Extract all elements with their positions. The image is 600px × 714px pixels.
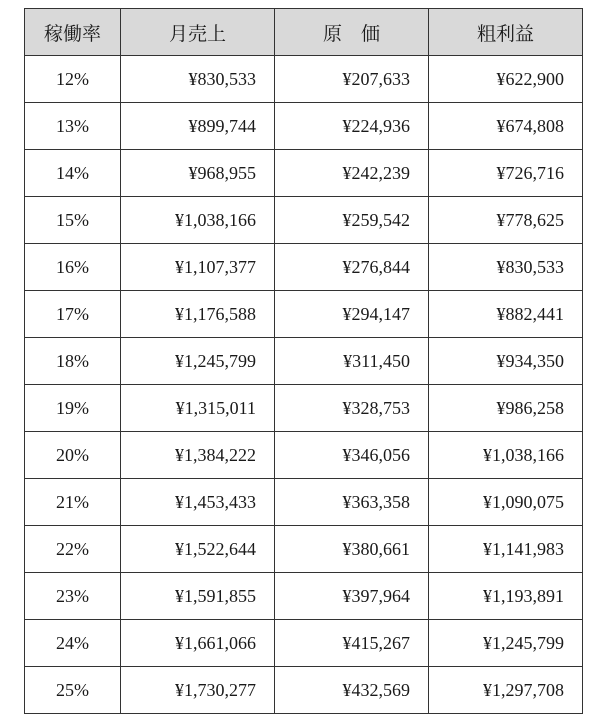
cell-utilization-rate: 20% [25, 432, 121, 479]
header-monthly-sales: 月売上 [121, 9, 275, 56]
cell-utilization-rate: 13% [25, 103, 121, 150]
cell-cost: ¥207,633 [275, 56, 429, 103]
table-row [25, 385, 583, 432]
table-body [25, 56, 583, 714]
cell-cost: ¥294,147 [275, 291, 429, 338]
cell-monthly-sales: ¥830,533 [121, 56, 275, 103]
cell-utilization-rate: 14% [25, 150, 121, 197]
cell-cost: ¥224,936 [275, 103, 429, 150]
table-row [25, 573, 583, 620]
cell-gross-profit: ¥1,141,983 [429, 526, 583, 573]
cell-gross-profit: ¥622,900 [429, 56, 583, 103]
cell-gross-profit: ¥778,625 [429, 197, 583, 244]
table-row [25, 291, 583, 338]
cell-monthly-sales: ¥1,453,433 [121, 479, 275, 526]
cell-cost: ¥380,661 [275, 526, 429, 573]
cell-utilization-rate: 25% [25, 667, 121, 714]
cell-monthly-sales: ¥968,955 [121, 150, 275, 197]
cell-gross-profit: ¥1,245,799 [429, 620, 583, 667]
cell-monthly-sales: ¥1,176,588 [121, 291, 275, 338]
cell-cost: ¥397,964 [275, 573, 429, 620]
cell-utilization-rate: 12% [25, 56, 121, 103]
cell-utilization-rate: 24% [25, 620, 121, 667]
cell-monthly-sales: ¥1,522,644 [121, 526, 275, 573]
cell-gross-profit: ¥830,533 [429, 244, 583, 291]
cell-monthly-sales: ¥1,384,222 [121, 432, 275, 479]
cell-utilization-rate: 23% [25, 573, 121, 620]
cell-monthly-sales: ¥1,591,855 [121, 573, 275, 620]
cell-cost: ¥363,358 [275, 479, 429, 526]
table-row [25, 56, 583, 103]
header-cost: 原 価 [275, 9, 429, 56]
cell-monthly-sales: ¥1,107,377 [121, 244, 275, 291]
table-row [25, 479, 583, 526]
profit-table [24, 8, 583, 714]
cell-cost: ¥346,056 [275, 432, 429, 479]
cell-utilization-rate: 15% [25, 197, 121, 244]
cell-monthly-sales: ¥1,315,011 [121, 385, 275, 432]
cell-cost: ¥276,844 [275, 244, 429, 291]
cell-utilization-rate: 22% [25, 526, 121, 573]
cell-utilization-rate: 18% [25, 338, 121, 385]
table-row [25, 197, 583, 244]
cell-monthly-sales: ¥1,245,799 [121, 338, 275, 385]
cell-monthly-sales: ¥1,661,066 [121, 620, 275, 667]
cell-utilization-rate: 16% [25, 244, 121, 291]
cell-cost: ¥328,753 [275, 385, 429, 432]
cell-gross-profit: ¥674,808 [429, 103, 583, 150]
cell-gross-profit: ¥986,258 [429, 385, 583, 432]
cell-gross-profit: ¥1,297,708 [429, 667, 583, 714]
cell-gross-profit: ¥726,716 [429, 150, 583, 197]
cell-gross-profit: ¥1,038,166 [429, 432, 583, 479]
table-row [25, 103, 583, 150]
cell-monthly-sales: ¥1,038,166 [121, 197, 275, 244]
cell-cost: ¥311,450 [275, 338, 429, 385]
cell-cost: ¥432,569 [275, 667, 429, 714]
table-row [25, 620, 583, 667]
cell-utilization-rate: 21% [25, 479, 121, 526]
cell-monthly-sales: ¥899,744 [121, 103, 275, 150]
cell-gross-profit: ¥1,193,891 [429, 573, 583, 620]
cell-monthly-sales: ¥1,730,277 [121, 667, 275, 714]
table-header [25, 9, 583, 56]
cell-cost: ¥259,542 [275, 197, 429, 244]
header-gross-profit: 粗利益 [429, 9, 583, 56]
cell-gross-profit: ¥882,441 [429, 291, 583, 338]
cell-utilization-rate: 19% [25, 385, 121, 432]
header-utilization-rate: 稼働率 [25, 9, 121, 56]
cell-gross-profit: ¥1,090,075 [429, 479, 583, 526]
header-row [25, 9, 583, 56]
table-row [25, 150, 583, 197]
profit-table-container [24, 8, 582, 700]
table-row [25, 338, 583, 385]
table-row [25, 667, 583, 714]
cell-cost: ¥242,239 [275, 150, 429, 197]
cell-utilization-rate: 17% [25, 291, 121, 338]
table-row [25, 526, 583, 573]
table-row [25, 432, 583, 479]
cell-gross-profit: ¥934,350 [429, 338, 583, 385]
table-row [25, 244, 583, 291]
cell-cost: ¥415,267 [275, 620, 429, 667]
